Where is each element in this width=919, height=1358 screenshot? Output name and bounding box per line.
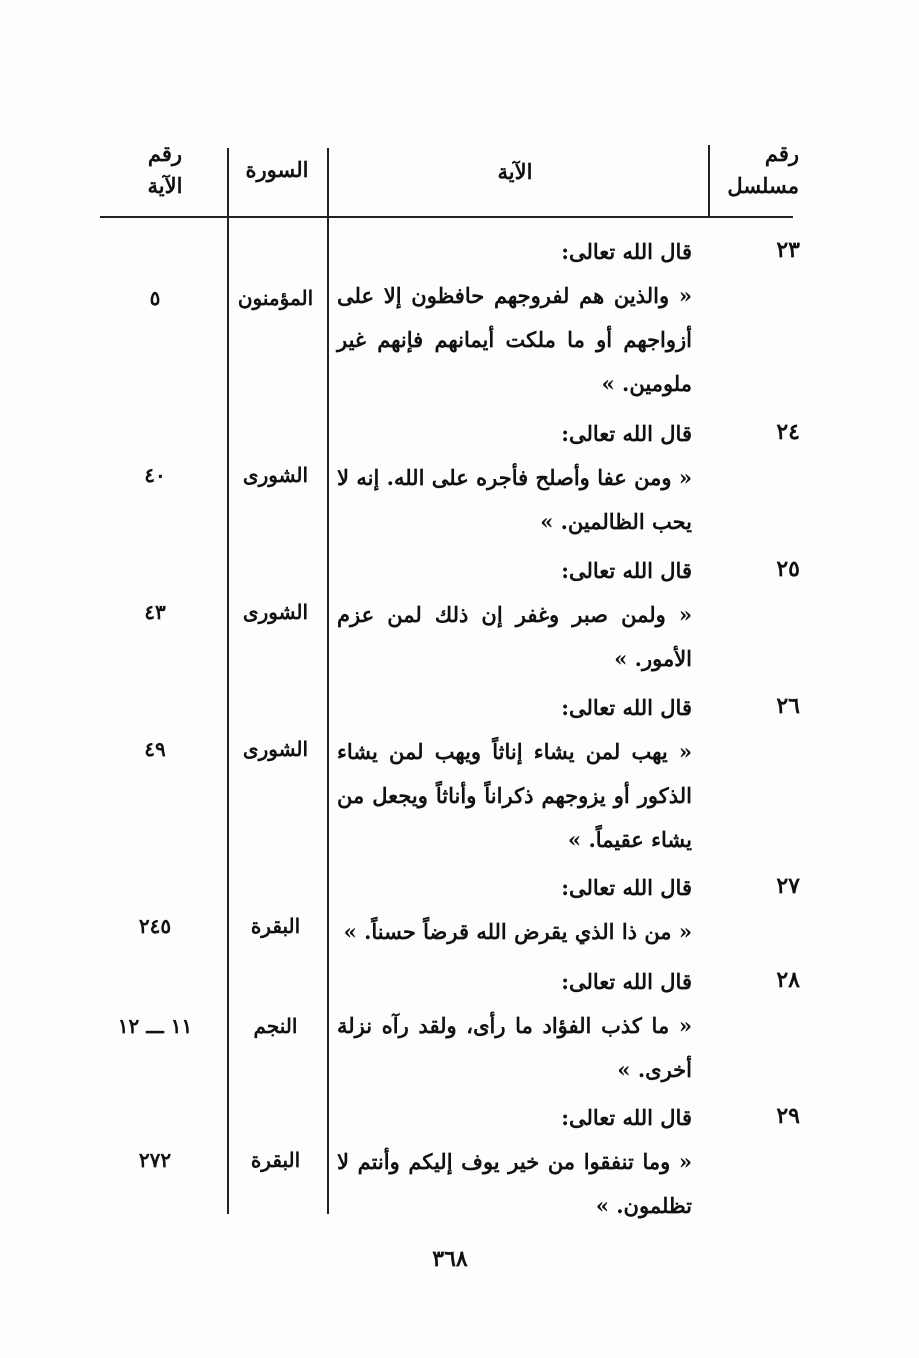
ayah-intro: قال الله تعالى: — [561, 969, 692, 994]
ayah-number: ٢٧٢ — [138, 1148, 172, 1172]
header-serial — [719, 138, 799, 202]
ayah-intro: قال الله تعالى: — [561, 421, 692, 446]
header-rule — [100, 216, 793, 218]
serial-number: ٢٥ — [776, 556, 800, 582]
ayah-cell — [337, 960, 692, 1092]
ayah-cell — [337, 230, 692, 406]
serial-number: ٢٤ — [776, 419, 800, 445]
header-ayah-number — [130, 138, 200, 202]
column-divider — [327, 148, 329, 1214]
serial-number: ٢٩ — [776, 1103, 800, 1129]
surah-name: الشورى — [242, 463, 309, 487]
serial-number: ٢٧ — [776, 873, 800, 899]
page-number: ٣٦٨ — [432, 1246, 468, 1272]
serial-number: ٢٨ — [776, 967, 800, 993]
ayah-text: « والذين هم لفروجهم حافظون إلا على أزواجهم أو ما ملكت أيمانهم فإنهم غير ملومين. » — [337, 283, 692, 396]
ayah-intro: قال الله تعالى: — [561, 695, 692, 720]
ayah-intro: قال الله تعالى: — [561, 239, 692, 264]
ayah-intro: قال الله تعالى: — [561, 558, 692, 583]
ayah-text: « ومن عفا وأصلح فأجره على الله. إنه لا يحب الظالمين. » — [337, 465, 692, 534]
ayah-number: ٤٩ — [144, 737, 166, 761]
header-number-line1: رقم — [147, 141, 183, 166]
surah-name: الشورى — [242, 737, 309, 761]
ayah-text: « وما تنفقوا من خير يوف إليكم وأنتم لا تظلمون. » — [337, 1149, 692, 1218]
serial-number: ٢٦ — [776, 693, 800, 719]
ayah-text: « ما كذب الفؤاد ما رأى، ولقد رآه نزلة أخرى. » — [337, 1013, 692, 1082]
surah-name: البقرة — [250, 1148, 301, 1172]
surah-name: البقرة — [250, 914, 301, 938]
ayah-cell — [337, 412, 692, 544]
ayah-cell — [337, 686, 692, 862]
column-divider — [708, 145, 710, 217]
surah-name: المؤمنون — [237, 286, 314, 310]
ayah-number: ٥ — [149, 286, 161, 310]
ayah-cell — [337, 1096, 692, 1228]
serial-number: ٢٣ — [776, 237, 800, 263]
header-serial-line2: مسلسل — [727, 173, 799, 198]
ayah-intro: قال الله تعالى: — [561, 875, 692, 900]
ayah-text: « يهب لمن يشاء إناثاً ويهب لمن يشاء الذكور أو يزوجهم ذكراناً وأناثاً ويجعل من يشاء عقيماً. » — [337, 739, 692, 852]
surah-name: النجم — [253, 1014, 298, 1038]
ayah-number: ٤٣ — [144, 600, 166, 624]
header-ayah: الآية — [497, 159, 533, 184]
surah-name: الشورى — [242, 600, 309, 624]
ayah-number: ١١ ـــ ١٢ — [117, 1014, 193, 1038]
ayah-intro: قال الله تعالى: — [561, 1105, 692, 1130]
ayah-cell — [337, 549, 692, 681]
ayah-text: « ولمن صبر وغفر إن ذلك لمن عزم الأمور. » — [337, 602, 692, 671]
ayah-number: ٤٠ — [144, 463, 166, 487]
ayah-cell — [337, 866, 692, 954]
header-number-line2: الآية — [147, 173, 183, 198]
ayah-number: ٢٤٥ — [138, 914, 172, 938]
ayah-text: « من ذا الذي يقرض الله قرضاً حسناً. » — [343, 919, 692, 944]
header-serial-line1: رقم — [764, 141, 799, 166]
header-surah: السورة — [245, 157, 309, 182]
